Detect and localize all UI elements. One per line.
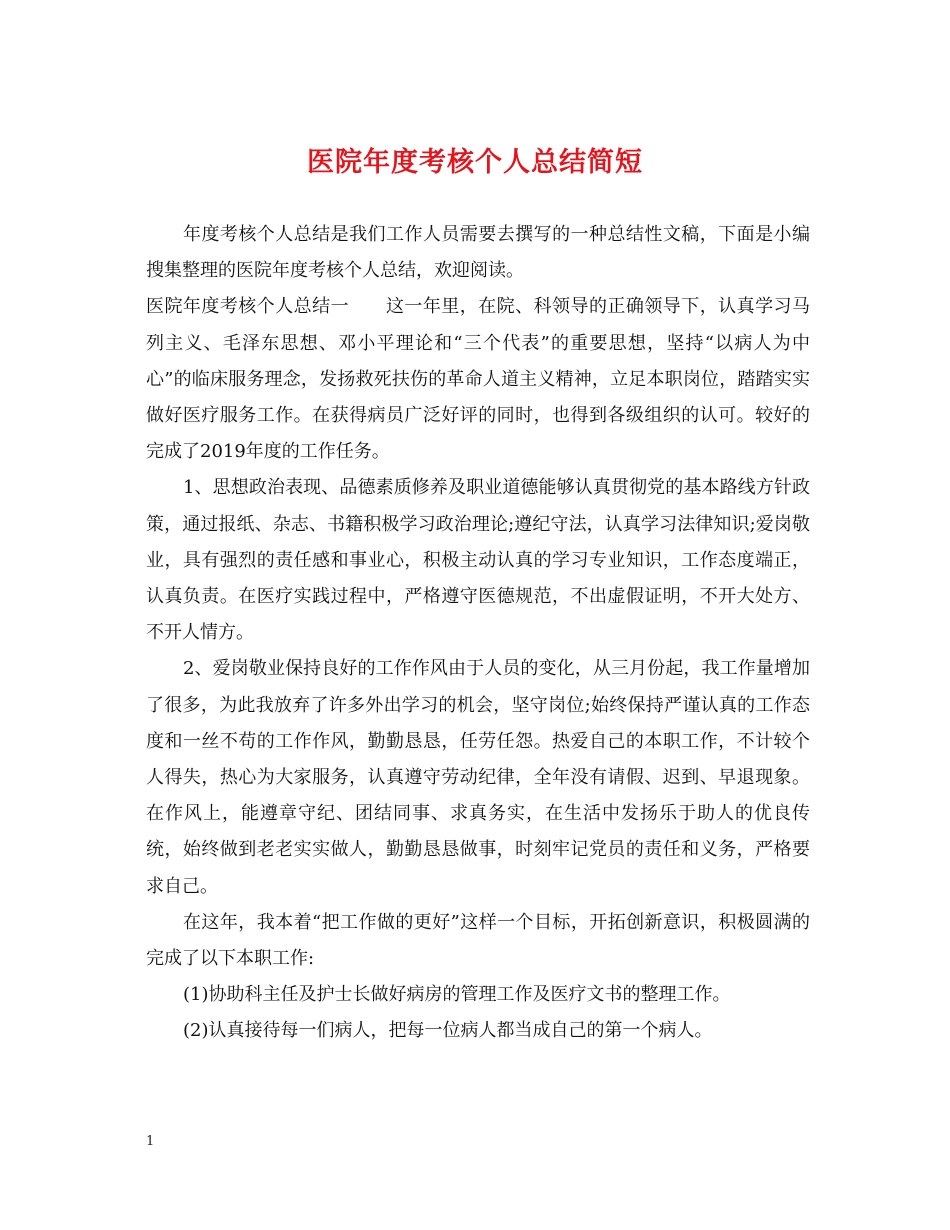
list-item: (1)协助科主任及护士长做好病房的管理工作及医疗文书的整理工作。 [183, 984, 731, 1006]
page-number: 1 [146, 1134, 155, 1149]
point-two-paragraph: 2、爱岗敬业保持良好的工作作风由于人员的变化，从三月份起，我工作量增加了很多，为此我放弃了许多外出学习的机会，坚守岗位;始终保持严谨认真的工作态度和一丝不苟的工作作风，勤勤恳恳，任劳任怨。热爱自己的本职工作，不计较个人得失，热心为大家服务，认真遵守劳动纪律，全年没有请假、迟到、早退现象。在作风上，能遵章守纪、团结同事、求真务实，在生活中发扬乐于助人的优良传统，始终做到老老实实做人，勤勤恳恳做事，时刻牢记党员的责任和义务，严格要求自己。 [146, 658, 810, 897]
goal-paragraph: 在这年，我本着“把工作做的更好”这样一个目标，开拓创新意识，积极圆满的完成了以下本职工作: [146, 911, 810, 970]
document-title: 医院年度考核个人总结简短 [307, 147, 643, 178]
point-one-paragraph: 1、思想政治表现、品德素质修养及职业道德能够认真贯彻党的基本路线方针政策，通过报纸、杂志、书籍积极学习政治理论;遵纪守法，认真学习法律知识;爱岗敬业，具有强烈的责任感和事业心，积极主动认真的学习专业知识，工作态度端正，认真负责。在医疗实践过程中，严格遵守医德规范，不出虚假证明，不开大处方、不开人情方。 [146, 477, 810, 644]
intro-paragraph: 年度考核个人总结是我们工作人员需要去撰写的一种总结性文稿，下面是小编搜集整理的医院年度考核个人总结，欢迎阅读。 [146, 224, 810, 282]
document-body [146, 217, 810, 1050]
section-one-paragraph: 医院年度考核个人总结一 这一年里，在院、科领导的正确领导下，认真学习马列主义、毛泽东思想、邓小平理论和“三个代表”的重要思想，坚持“以病人为中心”的临床服务理念，发扬救死扶伤的革命人道主义精神，立足本职岗位，踏踏实实做好医疗服务工作。在获得病员广泛好评的同时，也得到各级组织的认可。较好的完成了2019年度的工作任务。 [146, 296, 810, 463]
list-item: (2)认真接待每一们病人，把每一位病人都当成自己的第一个病人。 [183, 1020, 713, 1042]
